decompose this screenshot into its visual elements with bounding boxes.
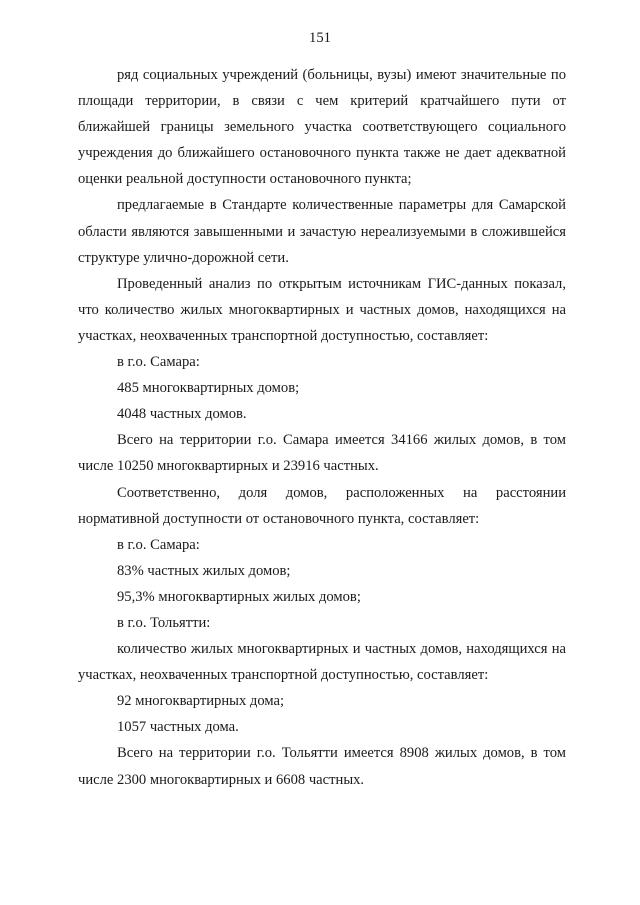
paragraph-15: 1057 частных дома. <box>117 719 239 736</box>
paragraph-5: 485 многоквартирных домов; <box>117 380 300 397</box>
paragraph-1: ряд социальных учреждений (больницы, вузы) имеют значительные по площади территории, в связи с чем критерий кратчайшего пути от ближайшей границы земельного участка соответствующего социального учреждения до ближайшего остановочного пункта также не дает адекватной оценки реальной доступности остановочного пункта; <box>78 67 566 188</box>
paragraph-16: Всего на территории г.о. Тольятти имеется 8908 жилых домов, в том числе 2300 многоквартирных и 6608 частных. <box>78 745 566 788</box>
paragraph-10: 83% частных жилых домов; <box>117 562 291 579</box>
paragraph-8: Соответственно, доля домов, расположенных на расстоянии нормативной доступности от остановочного пункта, составляет: <box>78 484 566 527</box>
paragraph-6: 4048 частных домов. <box>117 406 247 423</box>
paragraph-12: в г.о. Тольятти: <box>117 614 211 631</box>
paragraph-2: предлагаемые в Стандарте количественные параметры для Самарской области являются завышенными и зачастую нереализуемыми в сложившейся структуре улично-дорожной сети. <box>78 197 566 266</box>
paragraph-4: в г.о. Самара: <box>117 354 200 371</box>
document-body <box>78 62 566 793</box>
paragraph-13: количество жилых многоквартирных и частных домов, находящихся на участках, неохваченных транспортной доступностью, составляет: <box>78 641 566 684</box>
paragraph-11: 95,3% многоквартирных жилых домов; <box>117 588 361 605</box>
paragraph-9: в г.о. Самара: <box>117 536 200 553</box>
paragraph-7: Всего на территории г.о. Самара имеется 34166 жилых домов, в том числе 10250 многоквартирных и 23916 частных. <box>78 432 566 475</box>
paragraph-3: Проведенный анализ по открытым источникам ГИС-данных показал, что количество жилых многоквартирных и частных домов, находящихся на участках, неохваченных транспортной доступностью, составляет: <box>78 275 566 344</box>
page-number: 151 <box>309 30 331 46</box>
paragraph-14: 92 многоквартирных дома; <box>117 693 285 710</box>
